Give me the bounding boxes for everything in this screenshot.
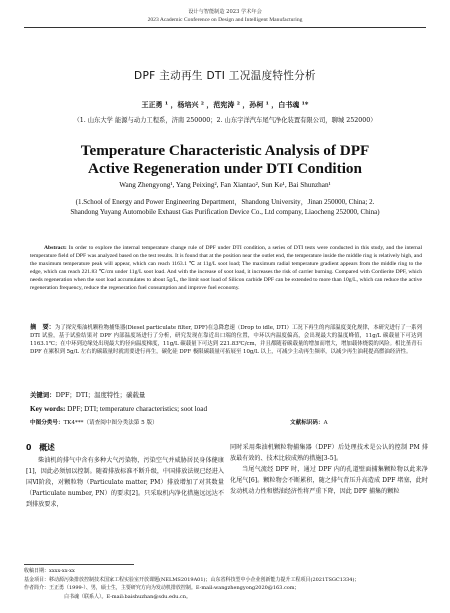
keywords-cn-label: 关键词： <box>30 391 56 399</box>
section-heading: 0 概述 <box>26 443 55 452</box>
right-column <box>230 442 428 497</box>
clc-value: TK4***（请查阅中图分类法第 5 版） <box>63 420 158 426</box>
authors-cn: 王正勇 ¹ ，杨培兴 ² ，范宪涛 ² ，孙柯 ¹ ，白书魂 ¹* <box>141 100 309 109</box>
footnote-rule <box>24 564 134 565</box>
left-column <box>26 442 224 511</box>
conference-header-cn: 设计与智能制造 2023 学术年会 <box>188 9 262 15</box>
keywords-en <box>30 404 422 414</box>
abstract-cn-label: 摘 要： <box>30 324 55 331</box>
abstract-en <box>30 244 422 293</box>
title-cn: DPF 主动再生 DTI 工况温度特性分析 <box>134 70 316 82</box>
header-rule <box>24 27 426 28</box>
footnote-funding: 基金项目：移动源污染排放控制技术国家工程实验室开放课题(NELMS2019A01)；山东省科技型中小企业创新能力提升工程项目(2021TSGC1334)； <box>24 576 360 583</box>
document-code <box>290 418 328 426</box>
keywords-cn-text: DPF；DTI；温度特性；碳载量 <box>55 391 146 399</box>
affiliation-en: (1.School of Energy and Power Engineering Department，Shandong University，Jinan 250000, China; 2. Shandong Yuyang Automobile Exhaust Gas Purification Device Co., Ltd company, Liaocheng 252000, China) <box>70 198 380 217</box>
conference-header-en: 2023 Academic Conference on Design and Intelligent Manufacturing <box>147 17 303 23</box>
keywords-en-text: DPF; DTI; temperature characteristics; soot load <box>67 405 208 413</box>
doc-label: 文献标识码： <box>290 420 324 426</box>
footnote-received: 收稿日期：xxxx-xx-xx <box>24 568 75 574</box>
footnote-author: 作者简介：王正勇（1999-）、男，硕士生，主要研究方向为发动机排放控制。E-mail:wangzhengyong2020@163.com； <box>24 585 300 592</box>
left-paragraph-1: 柴油机的排气中含有多种大气污染物，污染空气并威胁居民身体健康[1]，因此必须加以控制。随着排放标准不断升级，中国排放法规已经进入国Ⅵ阶段，对颗粒物（Particulate matter, PM）排放增加了对其数量（Particulate number, PN）的要求[2]。只采取机内净化措施远远达不到排放要求， <box>26 457 224 509</box>
abstract-en-label: Abstract: <box>44 245 67 251</box>
keywords-cn <box>30 391 422 400</box>
title-en: Temperature Characteristic Analysis of DPF Active Regeneration under DTI Condition <box>80 142 370 177</box>
authors-en: Wang Zhengyong¹, Yang Peixing², Fan Xiantao², Sun Ke¹, Bai Shunzhan¹ <box>119 181 331 189</box>
right-paragraph-2: 当尾气流经 DPF 时，通过 DPF 内的孔道壁面捕集颗粒物以此来净化尾气[6]。颗粒物会不断累积，随之排气背压升高造成 DPF 堵塞，此时发动机动力性和燃油经济性将严重下降，因此 DPF 捕集的颗粒 <box>230 466 428 496</box>
abstract-en-text: In order to explore the internal temperature change rule of DPF under DTI condition, a series of DTI tests were conducted in this study, and the internal temperature field of DPF was analyzed based on the test results. It is found that at the position near the outlet end, the temperature inside the middle ring is relatively high, and the maximum temperature peak will appear, which can reach 1163.1 ℃ at 11g/L soot load; The maximum radial temperature gradient appears from the middle ring to the edge, which can reach 221.83 ℃/cm under 11g/L soot load. And with the increase of soot load, it increases the risk of carrier burning. Compared with Cordierite DPF, which needs regeneration when the soot load accumulates to about 5g/L, the limit soot load of Silicon carbide DPF can be extended to more than 10g/L, which can reduce the active regeneration frequency, reduce the regeneration fuel consumption and improve fuel economy. <box>30 245 422 292</box>
doc-value: A <box>323 420 328 426</box>
keywords-en-label: Key words: <box>30 405 66 413</box>
footnotes <box>24 567 426 601</box>
clc-number <box>30 418 158 426</box>
abstract-cn-text: 为了探究柴油机颗粒物捕集器(Diesel particulate filter, DPF)在急降怠速（Drop to idle, DTI）工况下再生的内部温度变化规律，本研究进行了一系列 DTI 试验，基于试验结果对 DPF 内部温度场进行了分析，研究发现在靠近出口端的位置，中环以内温度偏高，会出现最大的温度峰值，11g/L 碳载量下可达到 1163.1℃；在中环到边缘处出现最大的径向温度梯度，11g/L 碳载量下可达到 221.83℃/cm，并且都随着碳载量的增加而增大，增加载体烧裂的风险。相比堇青石 DPF 在累积到 5g/L 左右的碳载量时就需要进行再生，碳化硅 DPF 极限碳载量可拓展至 10g/L 以上，可减少主动再生频率，以减少再生油耗提高燃油经济性。 <box>30 325 422 355</box>
clc-label: 中图分类号： <box>30 420 64 426</box>
footnote-contact: 白书魂（联系人）。E-mail:baishuzhan@sdu.edu.cn。 <box>64 593 191 600</box>
affiliation-cn: （1. 山东大学 能源与动力工程系，济南 250000；2. 山东宇洋汽车尾气净化装置有限公司，聊城 252000） <box>73 117 377 124</box>
abstract-cn <box>30 324 422 356</box>
right-paragraph-1: 同时采用柴油机颗粒物捕集器（DPF）后处理技术是公认的控制 PM 排放最有效的、技术比较成熟的措施[3-5]。 <box>230 444 428 463</box>
